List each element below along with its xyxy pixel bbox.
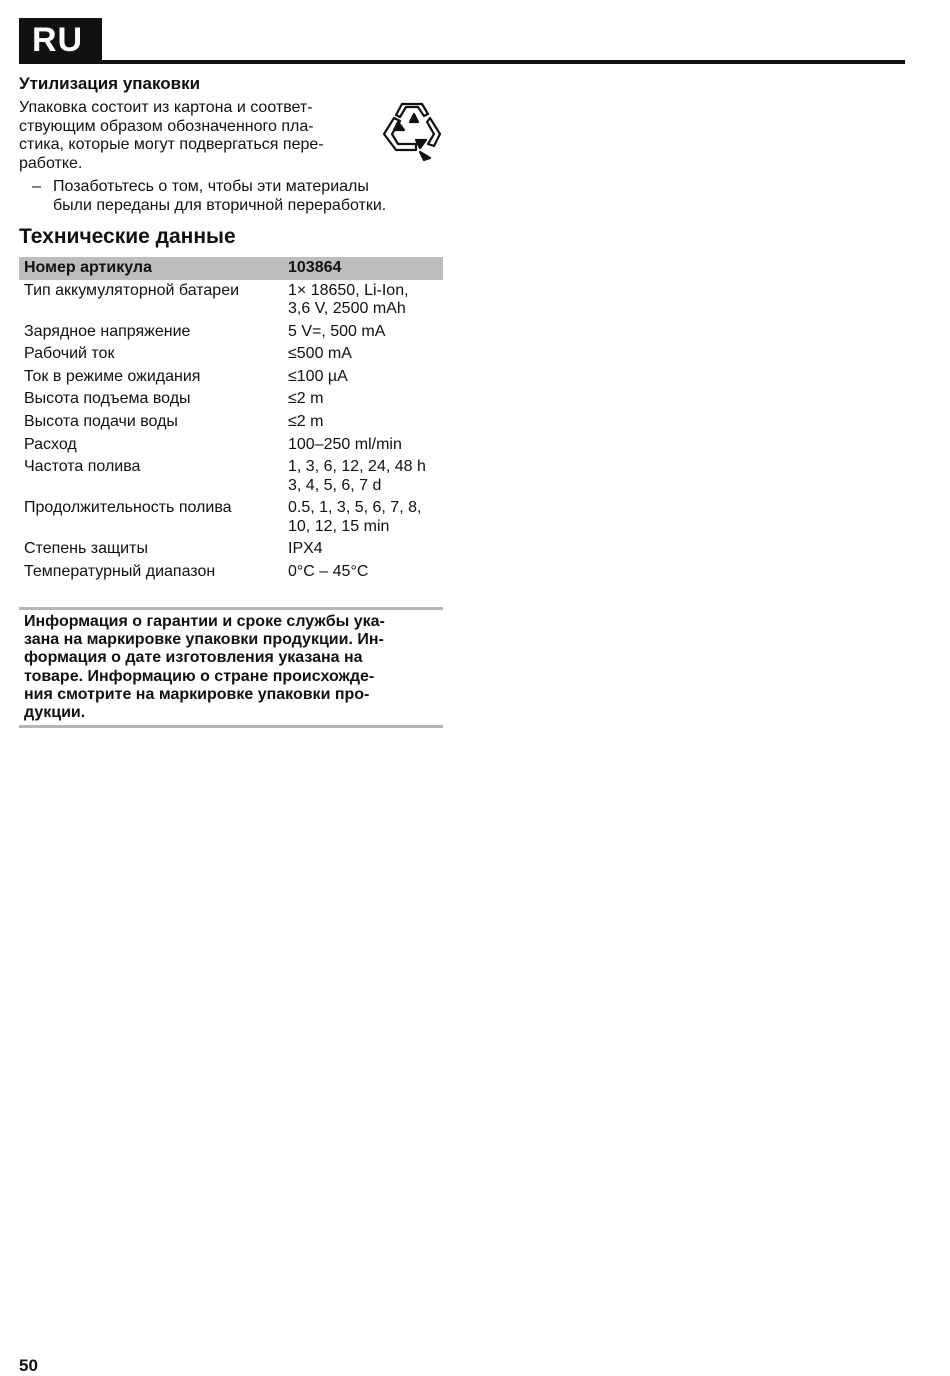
packaging-text-line: работке.	[19, 154, 83, 172]
page-number: 50	[19, 1356, 38, 1375]
spec-label: Высота подачи воды	[24, 412, 178, 430]
spec-value	[288, 456, 443, 497]
spec-label: Температурный диапазон	[24, 562, 216, 580]
spec-value-line: ≤500 mA	[288, 345, 352, 363]
table-row	[19, 388, 443, 411]
table-row	[19, 411, 443, 434]
spec-value-line: ≤2 m	[288, 412, 324, 430]
table-row	[19, 434, 443, 457]
table-row	[19, 321, 443, 344]
packaging-text-line: стика, которые могут подвергаться пере-	[19, 136, 324, 153]
packaging-text-line: Упаковка состоит из картона и соответ-	[19, 99, 313, 116]
spec-value-line: 3, 4, 5, 6, 7 d	[288, 476, 382, 494]
spec-value-line: 100–250 ml/min	[288, 435, 402, 453]
spec-value	[288, 411, 443, 434]
notice-line: формация о дате изготовления указана на	[24, 649, 363, 667]
notice-line: ния смотрите на маркировке упаковки про-	[24, 685, 370, 703]
notice-line: дукции.	[24, 704, 86, 722]
spec-label: Высота подъема воды	[24, 390, 191, 408]
table-body	[19, 280, 443, 584]
notice-line: товаре. Информацию о стране происхожде-	[24, 667, 375, 685]
table-header-label: Номер артикула	[19, 257, 288, 280]
spec-value-line: 5 V=, 500 mA	[288, 322, 386, 340]
spec-label: Зарядное напряжение	[24, 322, 191, 340]
spec-label: Частота полива	[24, 458, 141, 476]
spec-value	[288, 343, 443, 366]
technical-data-table	[19, 257, 443, 584]
packaging-text-line: ствующим образом обозначенного пла-	[19, 117, 314, 135]
spec-value	[288, 497, 443, 538]
bullet-text-line: были переданы для вторичной переработки.	[53, 196, 387, 214]
language-badge: RU	[19, 18, 102, 62]
packaging-disposal-text	[19, 99, 371, 173]
warranty-notice	[19, 607, 443, 728]
notice-line: Информация о гарантии и сроке службы ука-	[24, 613, 385, 630]
spec-label: Рабочий ток	[24, 345, 115, 363]
spec-value-line: IPX4	[288, 540, 323, 558]
spec-value-line: 1, 3, 6, 12, 24, 48 h	[288, 458, 426, 476]
table-row	[19, 280, 443, 321]
spec-value-line: 0°C – 45°C	[288, 562, 369, 580]
spec-value	[288, 538, 443, 561]
spec-value-line: 0.5, 1, 3, 5, 6, 7, 8,	[288, 499, 422, 517]
notice-line: зана на маркировке упаковки продукции. Ин-	[24, 631, 384, 649]
table-row	[19, 456, 443, 497]
spec-value	[288, 280, 443, 321]
bullet-dash: –	[32, 178, 41, 195]
technical-data-title: Технические данные	[19, 225, 236, 248]
spec-label: Продолжительность полива	[24, 499, 232, 517]
table-header-row	[19, 257, 443, 280]
header-rule	[19, 60, 905, 64]
spec-value	[288, 561, 443, 584]
spec-label: Тип аккумуляторной батареи	[24, 281, 240, 299]
table-row	[19, 497, 443, 538]
spec-label: Ток в режиме ожидания	[24, 367, 201, 385]
spec-value	[288, 434, 443, 457]
table-row	[19, 366, 443, 389]
spec-label: Степень защиты	[24, 540, 148, 558]
bullet-text	[53, 178, 386, 215]
spec-value-line: 3,6 V, 2500 mAh	[288, 300, 406, 317]
table-row	[19, 561, 443, 584]
spec-value	[288, 366, 443, 389]
spec-value	[288, 321, 443, 344]
spec-value	[288, 388, 443, 411]
spec-value-line: 1× 18650, Li-Ion,	[288, 281, 409, 299]
spec-value-line: ≤100 µA	[288, 367, 348, 385]
table-row	[19, 343, 443, 366]
table-row	[19, 538, 443, 561]
bullet-text-line: Позаботьтесь о том, чтобы эти материалы	[53, 178, 369, 195]
spec-value-line: ≤2 m	[288, 390, 324, 408]
spec-label: Расход	[24, 435, 77, 453]
table-header-value: 103864	[288, 257, 443, 280]
spec-value-line: 10, 12, 15 min	[288, 517, 390, 535]
packaging-disposal-title: Утилизация упаковки	[19, 74, 201, 93]
recycle-icon	[380, 100, 444, 162]
